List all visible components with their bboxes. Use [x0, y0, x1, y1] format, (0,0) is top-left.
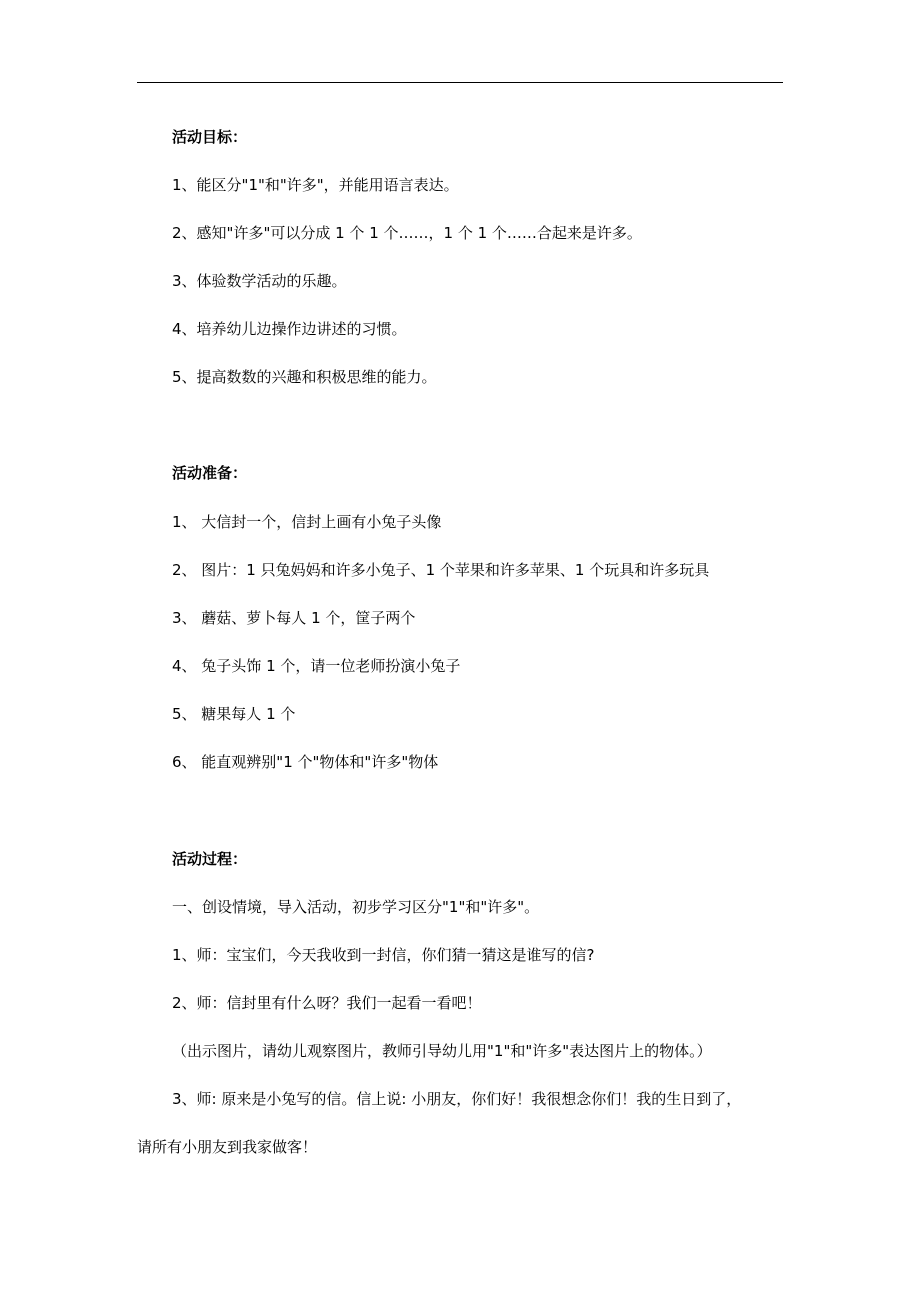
header-rule — [137, 82, 783, 83]
process-item-3-continued: 请所有小朋友到我家做客！ — [137, 1138, 318, 1156]
goal-item-5: 5、提高数数的兴趣和积极思维的能力。 — [172, 368, 437, 386]
preparation-heading: 活动准备： — [172, 464, 248, 482]
goal-item-4: 4、培养幼儿边操作边讲述的习惯。 — [172, 320, 407, 338]
preparation-item-6: 6、 能直观辨别"1 个"物体和"许多"物体 — [172, 753, 439, 771]
preparation-item-5: 5、 糖果每人 1 个 — [172, 705, 296, 723]
process-step-intro: 一、创设情境，导入活动，初步学习区分"1"和"许多"。 — [172, 898, 540, 916]
preparation-item-3: 3、 蘑菇、萝卜每人 1 个，筐子两个 — [172, 609, 416, 627]
preparation-item-2: 2、 图片：1 只兔妈妈和许多小兔子、1 个苹果和许多苹果、1 个玩具和许多玩具 — [172, 561, 710, 579]
process-item-1: 1、师：宝宝们，今天我收到一封信，你们猜一猜这是谁写的信? — [172, 946, 595, 964]
goals-heading: 活动目标： — [172, 128, 248, 146]
process-item-3: 3、师: 原来是小兔写的信。信上说: 小朋友，你们好！我很想念你们！我的生日到了， — [172, 1090, 742, 1108]
preparation-item-1: 1、 大信封一个，信封上画有小兔子头像 — [172, 513, 442, 531]
preparation-item-4: 4、 兔子头饰 1 个，请一位老师扮演小兔子 — [172, 657, 461, 675]
process-item-2: 2、师：信封里有什么呀？我们一起看一看吧！ — [172, 994, 482, 1012]
process-note: （出示图片，请幼儿观察图片，教师引导幼儿用"1"和"许多"表达图片上的物体。） — [172, 1042, 712, 1060]
goal-item-1: 1、能区分"1"和"许多"，并能用语言表达。 — [172, 176, 459, 194]
goal-item-3: 3、体验数学活动的乐趣。 — [172, 272, 347, 290]
process-heading: 活动过程： — [172, 850, 248, 868]
goal-item-2: 2、感知"许多"可以分成 1 个 1 个……，1 个 1 个……合起来是许多。 — [172, 224, 642, 242]
